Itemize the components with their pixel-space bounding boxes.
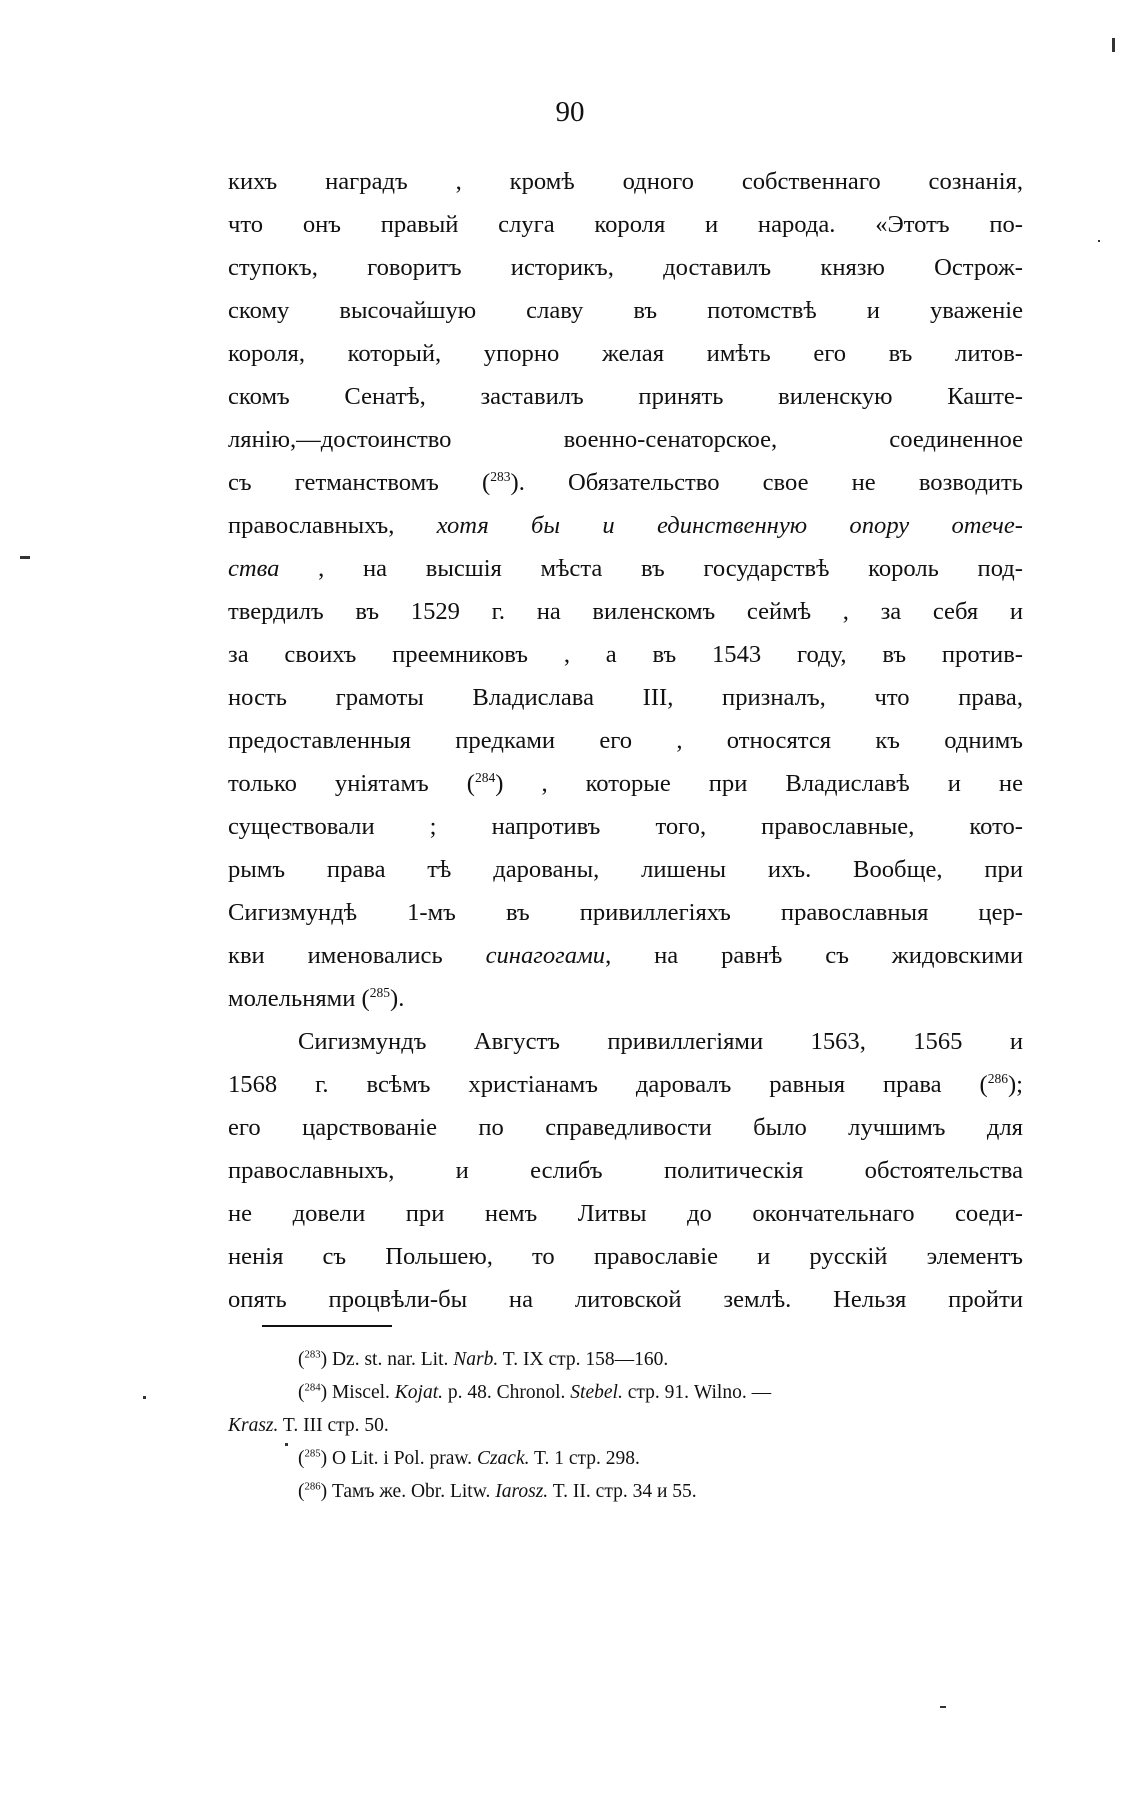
footnote-italic: Stebel. (570, 1382, 623, 1403)
footnote-italic: Narb. (453, 1349, 499, 1370)
text-line: скому высочайшую славу въ потомствѣ и уваженіе (228, 297, 1023, 324)
body-text (228, 160, 1023, 1321)
text-line (228, 547, 1023, 590)
text-line: существовали ; напротивъ того, православные, кото- (228, 813, 1023, 840)
footnote-text: Miscel. (331, 1382, 395, 1403)
scan-speck (20, 556, 30, 559)
footnote-text: T. III стр. 50. (278, 1415, 389, 1436)
footnote-ref: 286 (987, 1070, 1008, 1086)
text-line (228, 504, 1023, 547)
text-line: его царствованіе по справедливости было лучшимъ для (228, 1114, 1023, 1141)
text-run: ); (1007, 1071, 1023, 1098)
footnote: ($^{286}$) Тамъ же. Obr. Litw. Iarosz. T. II. стр. 34 и 55. (298, 1480, 697, 1502)
footnote-ref: 285 (369, 984, 391, 1000)
footnote-ref: 284 (474, 769, 496, 785)
text-run: кви именовались (228, 942, 486, 969)
text-run: , на высшія мѣста въ государствѣ король под- (279, 555, 1023, 582)
text-line (228, 1063, 1023, 1106)
text-line: опять процвѣли-бы на литовской землѣ. Нельзя пройти (228, 1286, 1023, 1313)
text-line: скомъ Сенатѣ, заставилъ принять виленскую Каште- (228, 383, 1023, 410)
footnote-text: стр. 91. Wilno. — (622, 1382, 772, 1403)
text-line: ность грамоты Владислава III, призналъ, что права, (228, 684, 1023, 711)
text-line: лянію,—достоинство военно-сенаторское, соединенное (228, 426, 1023, 453)
text-line: твердилъ въ 1529 г. на виленскомъ сеймѣ , за себя и (228, 598, 1023, 625)
text-line: предоставленныя предками его , относятся къ однимъ (228, 727, 1023, 754)
footnote-italic: Krasz. (228, 1415, 279, 1436)
text-run: съ гетманствомъ ( (228, 469, 491, 496)
text-run: , на равнѣ съ жидовскими (605, 942, 1023, 969)
text-line (228, 762, 1023, 805)
footnote-text: O Lit. i Pol. praw. (331, 1448, 477, 1469)
footnote-italic: Czack. (476, 1448, 530, 1469)
text-run: молельнями ( (228, 985, 370, 1012)
footnote-text: T. 1 стр. 298. (529, 1448, 640, 1469)
text-run: 1568 г. всѣмъ христіанамъ даровалъ равныя права ( (228, 1071, 988, 1098)
scan-speck (143, 1396, 146, 1399)
footnote-mark: 286 (304, 1480, 321, 1493)
footnote-continuation (228, 1409, 1023, 1442)
text-line: Сигизмундъ Августъ привиллегіями 1563, 1565 и (298, 1028, 1023, 1055)
text-line (228, 934, 1023, 977)
text-line (228, 977, 1023, 1020)
footnote-text: Тамъ же. Obr. Litw. (331, 1481, 496, 1502)
text-line: ступокъ, говоритъ историкъ, доставилъ князю Острож- (228, 254, 1023, 281)
italic-run: хотя бы и единственную опору отече- (436, 512, 1023, 539)
text-run: ). Обязательство свое не возводить (510, 469, 1023, 496)
scan-speck (940, 1706, 946, 1708)
footnote-text: Dz. st. nar. Lit. (331, 1349, 454, 1370)
footnote: ($^{284}$) Miscel. Kojat. p. 48. Chronol. Stebel. стр. 91. Wilno. — (298, 1381, 772, 1403)
text-run: ). (390, 985, 405, 1012)
text-line: Сигизмундѣ 1-мъ въ привиллегіяхъ православныя цер- (228, 899, 1023, 926)
scan-speck (1098, 240, 1100, 242)
text-run: ) , которые при Владиславѣ и не (495, 770, 1023, 797)
footnote-divider (262, 1325, 392, 1327)
italic-run: синагогами (485, 942, 606, 969)
text-line: за своихъ преемниковъ , а въ 1543 году, въ против- (228, 641, 1023, 668)
footnote-ref: 283 (490, 468, 511, 484)
text-line: что онъ правый слуга короля и народа. «Этотъ по- (228, 211, 1023, 238)
text-line: рымъ права тѣ дарованы, лишены ихъ. Вообще, при (228, 856, 1023, 883)
footnote: ($^{285}$) O Lit. i Pol. praw. Czack. T. 1 стр. 298. (298, 1447, 640, 1469)
footnote-mark: 285 (304, 1447, 321, 1460)
scan-speck (285, 1443, 288, 1446)
footnote-text: T. IX стр. 158—160. (498, 1349, 669, 1370)
text-run: только уніятамъ ( (228, 770, 475, 797)
footnote: ($^{283}$) Dz. st. nar. Lit. Narb. T. IX стр. 158—160. (298, 1348, 669, 1370)
text-line: короля, который, упорно желая имѣть его въ литов- (228, 340, 1023, 367)
footnotes (228, 1343, 1023, 1508)
italic-run: ства (228, 555, 280, 582)
text-line: ненія съ Польшею, то православіе и русскій элементъ (228, 1243, 1023, 1270)
page-number: 90 (555, 96, 585, 128)
footnote-italic: Kojat. (394, 1382, 443, 1403)
footnote-text: T. II. стр. 34 и 55. (548, 1481, 697, 1502)
footnote-mark: 283 (304, 1348, 321, 1361)
text-line (228, 461, 1023, 504)
text-line: православныхъ, и еслибъ политическія обстоятельства (228, 1157, 1023, 1184)
footnote-mark: 284 (304, 1381, 321, 1394)
text-line: не довели при немъ Литвы до окончательнаго соеди- (228, 1200, 1023, 1227)
text-run: православныхъ, (228, 512, 437, 539)
scan-speck (1112, 38, 1115, 52)
text-line: кихъ наградъ , кромѣ одного собственнаго сознанія, (228, 168, 1023, 195)
footnote-italic: Iarosz. (495, 1481, 549, 1502)
footnote-text: p. 48. Chronol. (443, 1382, 571, 1403)
